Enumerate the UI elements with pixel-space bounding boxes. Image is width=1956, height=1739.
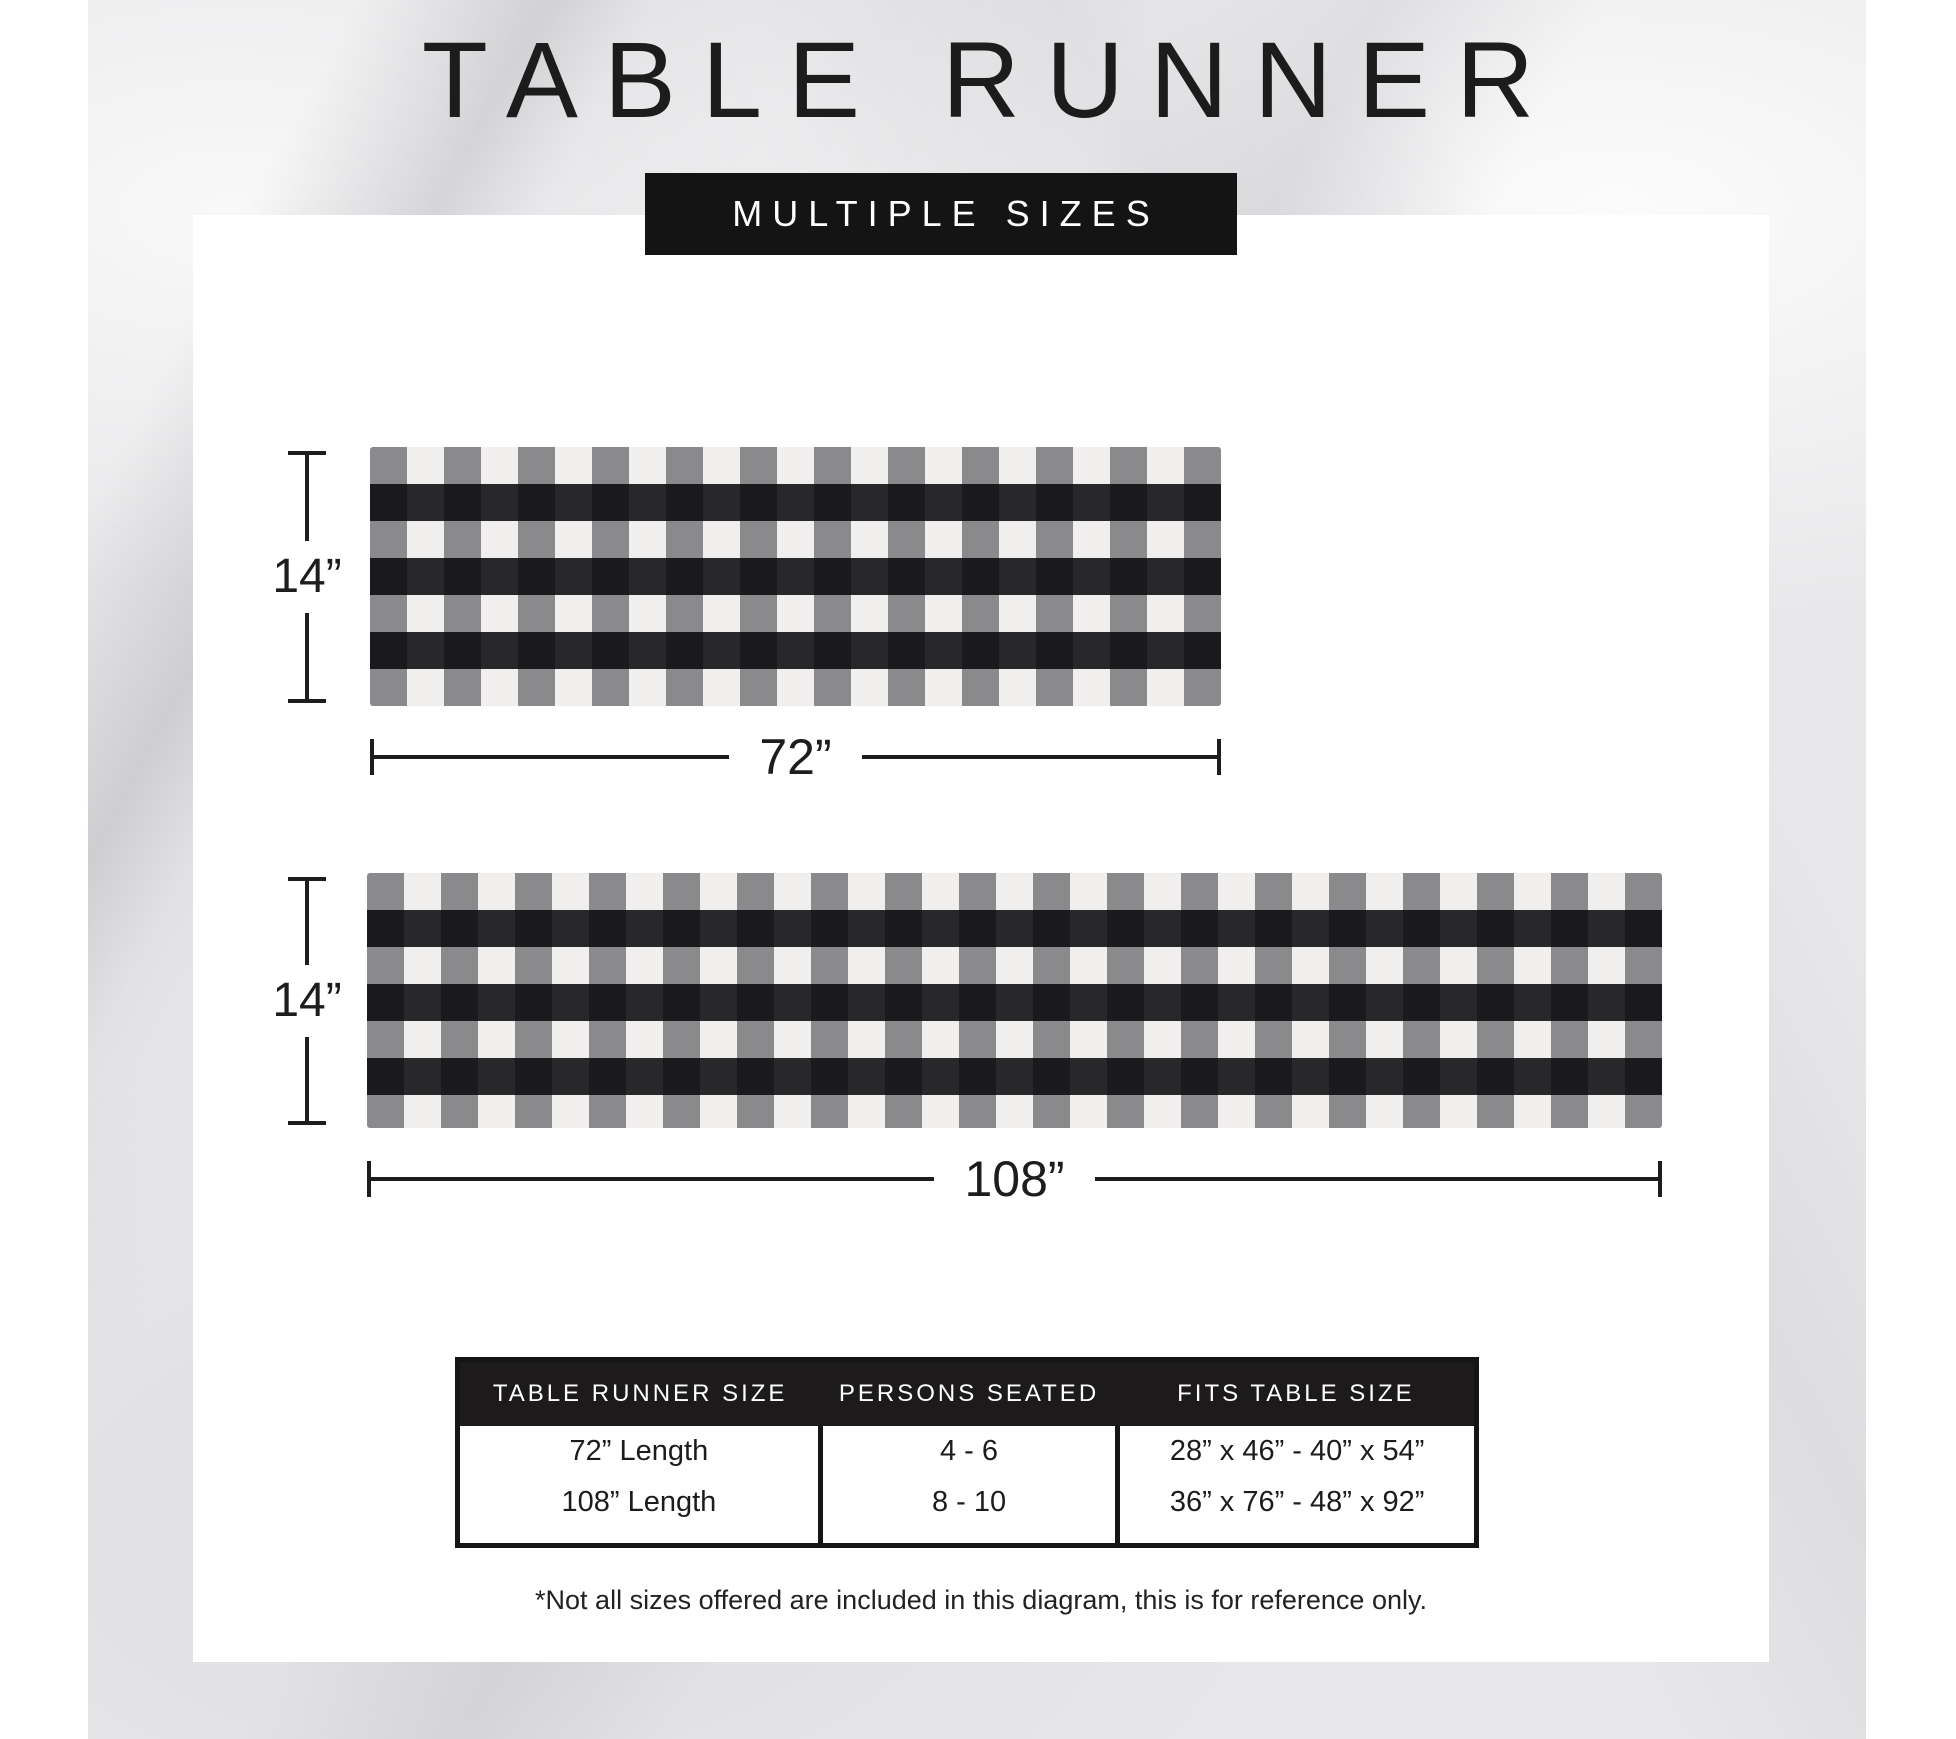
dimension-line (862, 755, 1217, 759)
length-dimension-72 (370, 729, 1221, 785)
table-cell: 36” x 76” - 48” x 92” (1169, 1486, 1425, 1518)
table-cell: 28” x 46” - 40” x 54” (1169, 1435, 1425, 1467)
table-cell: 72” Length (458, 1426, 821, 1477)
dimension-line (371, 1177, 934, 1181)
dimension-end-cap (288, 699, 326, 703)
dimension-line (374, 755, 729, 759)
dimension-end-cap (1658, 1161, 1662, 1197)
header-cell-fits-table-size: FITS TABLE SIZE (1118, 1360, 1477, 1427)
height-dimension-72 (257, 451, 357, 703)
dimension-line (1095, 1177, 1658, 1181)
length-label-72: 72” (759, 729, 832, 785)
table-header-row (458, 1360, 1477, 1427)
footnote: *Not all sizes offered are included in this diagram, this is for reference only. (535, 1585, 1427, 1615)
table-row (458, 1426, 1477, 1477)
length-dimension-108 (367, 1151, 1662, 1207)
dimension-line (305, 1037, 309, 1121)
size-table-body (458, 1426, 1477, 1546)
dimension-line (305, 455, 309, 541)
dimension-end-cap (1217, 739, 1221, 775)
header-cell-runner-size: TABLE RUNNER SIZE (458, 1360, 821, 1427)
dimension-line (305, 881, 309, 965)
header-cell-persons-seated: PERSONS SEATED (820, 1360, 1118, 1427)
table-cell: 8 - 10 (820, 1477, 1118, 1546)
size-table-header (458, 1360, 1477, 1427)
height-label-108: 14” (272, 974, 342, 1027)
length-label-108: 108” (964, 1151, 1065, 1207)
runner-swatch-108 (367, 873, 1662, 1128)
dimension-line (305, 613, 309, 699)
height-dimension-108 (257, 877, 357, 1125)
dimension-end-cap (288, 1121, 326, 1125)
height-label-72: 14” (272, 550, 342, 603)
multiple-sizes-banner: MULTIPLE SIZES (645, 173, 1237, 255)
runner-swatch-72 (370, 447, 1221, 706)
table-cell: 4 - 6 (820, 1426, 1118, 1477)
page-title: TABLE RUNNER (421, 19, 1561, 140)
size-table (455, 1357, 1479, 1548)
table-row (458, 1477, 1477, 1546)
table-cell: 108” Length (458, 1477, 821, 1546)
